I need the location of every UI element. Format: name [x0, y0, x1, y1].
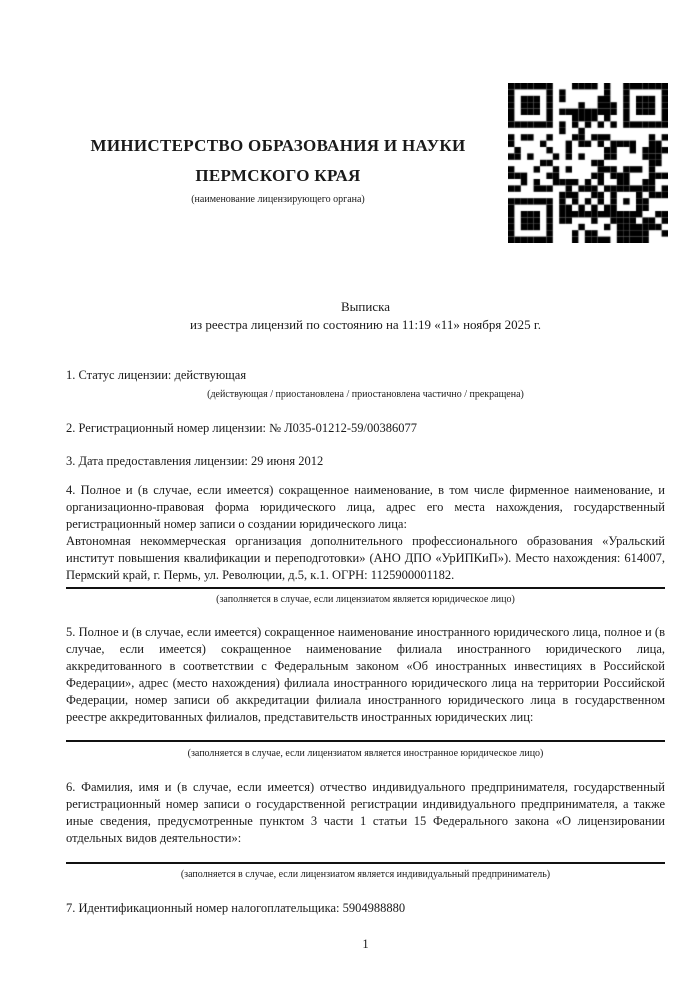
page-number: 1 [362, 937, 369, 951]
individual-entrepreneur-note: (заполняется в случае, если лицензиатом является индивидуальный предприниматель) [180, 869, 551, 880]
license-status: 1. Статус лицензии: действующая [66, 368, 247, 382]
legal-entity-note: (заполняется в случае, если лицензиатом является юридическое лицо) [216, 594, 515, 605]
foreign-entity-underline [66, 740, 665, 742]
legal-entity-underline [66, 587, 665, 589]
legal-entity-section [66, 482, 665, 533]
legal-entity-label: 4. Полное и (в случае, если имеется) сокращенное наименование, в том числе фирменное наименование, и организационно-правовая форма юридического лица, адрес его места нахождения, государственный регистрационный номер записи о создании юридического лица: [66, 483, 665, 531]
ministry-name-line2: ПЕРМСКОГО КРАЯ [195, 166, 361, 185]
license-grant-date: 3. Дата предоставления лицензии: 29 июня 2012 [66, 454, 324, 468]
document-title-line2: из реестра лицензий по состоянию на 11:19 «11» ноября 2025 г. [190, 317, 541, 332]
ministry-name-line1: МИНИСТЕРСТВО ОБРАЗОВАНИЯ И НАУКИ [90, 136, 466, 155]
licensing-authority-header [66, 131, 490, 206]
legal-entity-value: Автономная некоммерческая организация дополнительного профессионального образования «Уральский институт повышения квалификации и переподготовки» (АНО ДПО «УрИПКиП»). Место нахождения: 614007, Пермский край, г. Пермь, ул. Революции, д.5, к.1. ОГРН: 1125900001182. [66, 534, 665, 582]
license-registration-number: 2. Регистрационный номер лицензии: № Л035-01212-59/00386077 [66, 421, 417, 435]
license-status-options-note: (действующая / приостановлена / приостановлена частично / прекращена) [207, 389, 524, 400]
qr-code-image [508, 83, 668, 243]
foreign-entity-note: (заполняется в случае, если лицензиатом является иностранное юридическое лицо) [187, 748, 544, 759]
ministry-caption: (наименование лицензирующего органа) [191, 194, 365, 205]
qr-code [508, 83, 668, 243]
document-title-line1: Выписка [341, 299, 390, 314]
document-title [66, 298, 665, 334]
individual-entrepreneur-section: 6. Фамилия, имя и (в случае, если имеется) отчество индивидуального предпринимателя, государственный регистрационный номер записи о государственной регистрации индивидуального предпринимателя, а также иные сведения, предусмотренные пунктом 3 части 1 статьи 15 Федерального закона «О лицензировании отдельных видов деятельности»: [66, 780, 665, 845]
foreign-entity-section: 5. Полное и (в случае, если имеется) сокращенное наименование иностранного юридического лица, полное и (в случае, если имеется) сокращенное наименование филиала иностранного юридического лица, аккредитованного в соответствии с Федеральным законом «Об иностранных инвестициях в Российской Федерации», адрес (место нахождения) филиала иностранного юридического лица на территории Российской Федерации, номер записи об аккредитации филиала иностранного юридического лица в государственном реестре аккредитованных филиалов, представительств иностранных юридических лиц: [66, 625, 665, 724]
individual-entrepreneur-underline [66, 862, 665, 864]
taxpayer-id: 7. Идентификационный номер налогоплательщика: 5904988880 [66, 901, 406, 915]
